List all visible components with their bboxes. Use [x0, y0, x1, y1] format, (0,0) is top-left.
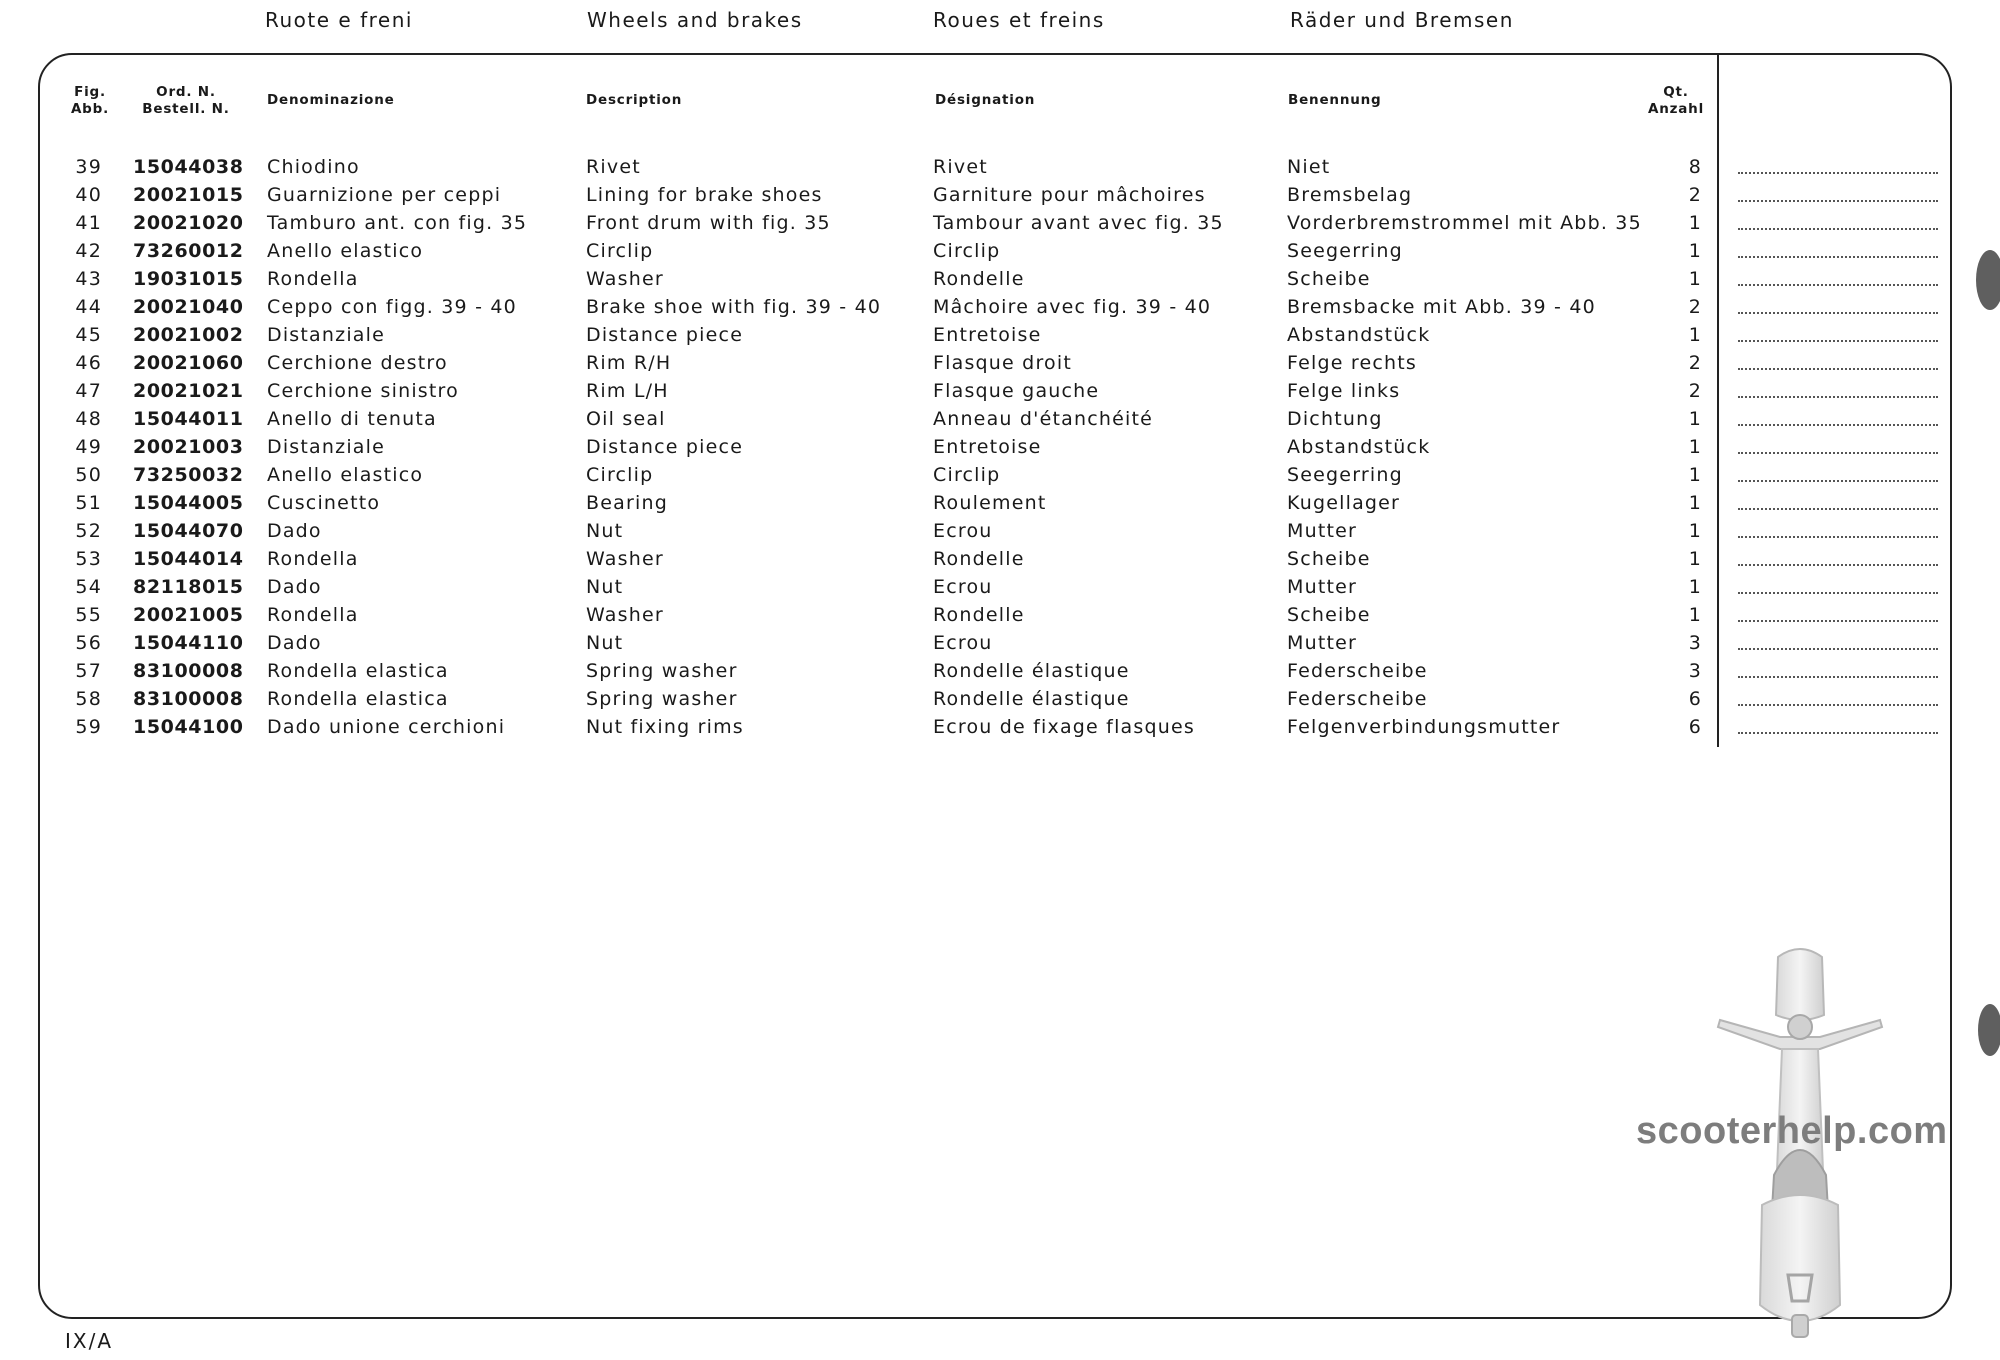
- cell-fig: 48: [75, 408, 102, 430]
- cell-fig: 47: [75, 380, 102, 402]
- cell-it: Tamburo ant. con fig. 35: [267, 212, 528, 234]
- cell-ord: 83100008: [133, 660, 244, 682]
- cell-fig: 53: [75, 548, 102, 570]
- cell-it: Rondella: [267, 268, 359, 290]
- cell-en: Rivet: [586, 156, 641, 178]
- notes-dotted-line: [1738, 620, 1938, 622]
- cell-it: Anello di tenuta: [267, 408, 437, 430]
- notes-dotted-line: [1738, 284, 1938, 286]
- notes-dotted-line: [1738, 480, 1938, 482]
- cell-en: Bearing: [586, 492, 668, 514]
- header-it: Denominazione: [267, 92, 395, 108]
- cell-fig: 56: [75, 632, 102, 654]
- table-row: [0, 240, 2000, 268]
- cell-it: Anello elastico: [267, 240, 424, 262]
- notes-dotted-line: [1738, 424, 1938, 426]
- table-row: [0, 380, 2000, 408]
- cell-fig: 49: [75, 436, 102, 458]
- notes-dotted-line: [1738, 592, 1938, 594]
- cell-fr: Mâchoire avec fig. 39 - 40: [933, 296, 1212, 318]
- header-fig: [62, 84, 118, 118]
- header-qty-line1: Qt.: [1663, 84, 1689, 100]
- cell-qty: 1: [1688, 268, 1702, 290]
- cell-ord: 20021020: [133, 212, 244, 234]
- notes-dotted-line: [1738, 228, 1938, 230]
- section-title-it: Ruote e freni: [265, 8, 413, 32]
- table-row: [0, 268, 2000, 296]
- page-code: IX/A: [65, 1329, 114, 1353]
- cell-ord: 15044005: [133, 492, 244, 514]
- cell-en: Nut fixing rims: [586, 716, 744, 738]
- cell-it: Dado unione cerchioni: [267, 716, 506, 738]
- cell-de: Scheibe: [1287, 548, 1371, 570]
- cell-qty: 1: [1688, 240, 1702, 262]
- notes-dotted-line: [1738, 396, 1938, 398]
- cell-en: Distance piece: [586, 436, 744, 458]
- cell-en: Nut: [586, 632, 624, 654]
- notes-dotted-line: [1738, 172, 1938, 174]
- cell-en: Washer: [586, 548, 664, 570]
- notes-dotted-line: [1738, 508, 1938, 510]
- notes-dotted-line: [1738, 340, 1938, 342]
- cell-en: Rim L/H: [586, 380, 669, 402]
- cell-fig: 59: [75, 716, 102, 738]
- cell-de: Mutter: [1287, 576, 1358, 598]
- cell-fig: 55: [75, 604, 102, 626]
- cell-de: Felge rechts: [1287, 352, 1417, 374]
- cell-de: Bremsbelag: [1287, 184, 1413, 206]
- cell-fr: Rondelle: [933, 268, 1025, 290]
- notes-dotted-line: [1738, 564, 1938, 566]
- cell-it: Dado: [267, 520, 322, 542]
- cell-it: Rondella: [267, 604, 359, 626]
- cell-fr: Roulement: [933, 492, 1047, 514]
- cell-de: Dichtung: [1287, 408, 1383, 430]
- cell-fr: Entretoise: [933, 324, 1042, 346]
- cell-ord: 20021015: [133, 184, 244, 206]
- notes-dotted-line: [1738, 648, 1938, 650]
- cell-fig: 45: [75, 324, 102, 346]
- cell-ord: 15044070: [133, 520, 244, 542]
- cell-ord: 73250032: [133, 464, 244, 486]
- cell-it: Cerchione sinistro: [267, 380, 459, 402]
- header-ord: [136, 84, 236, 118]
- cell-it: Dado: [267, 632, 322, 654]
- cell-ord: 15044038: [133, 156, 244, 178]
- cell-de: Seegerring: [1287, 240, 1403, 262]
- cell-de: Federscheibe: [1287, 660, 1428, 682]
- header-ord-line2: Bestell. N.: [142, 101, 230, 117]
- cell-ord: 15044110: [133, 632, 244, 654]
- section-title-fr: Roues et freins: [933, 8, 1105, 32]
- cell-de: Federscheibe: [1287, 688, 1428, 710]
- cell-fr: Rondelle élastique: [933, 660, 1130, 682]
- cell-fr: Flasque gauche: [933, 380, 1100, 402]
- cell-en: Spring washer: [586, 660, 738, 682]
- header-de: Benennung: [1288, 92, 1382, 108]
- cell-it: Rondella: [267, 548, 359, 570]
- cell-qty: 1: [1688, 520, 1702, 542]
- table-row: [0, 352, 2000, 380]
- cell-it: Anello elastico: [267, 464, 424, 486]
- cell-qty: 1: [1688, 408, 1702, 430]
- cell-qty: 1: [1688, 548, 1702, 570]
- scan-smudge-bottom: [1968, 990, 2000, 1070]
- table-row: [0, 324, 2000, 352]
- cell-qty: 2: [1688, 352, 1702, 374]
- header-ord-line1: Ord. N.: [156, 84, 216, 100]
- cell-de: Felgenverbindungsmutter: [1287, 716, 1561, 738]
- cell-fig: 54: [75, 576, 102, 598]
- table-row: [0, 548, 2000, 576]
- cell-ord: 19031015: [133, 268, 244, 290]
- cell-de: Mutter: [1287, 520, 1358, 542]
- cell-fr: Ecrou: [933, 632, 993, 654]
- cell-qty: 2: [1688, 184, 1702, 206]
- table-row: [0, 688, 2000, 716]
- notes-dotted-line: [1738, 312, 1938, 314]
- cell-fr: Tambour avant avec fig. 35: [933, 212, 1224, 234]
- cell-fig: 39: [75, 156, 102, 178]
- cell-de: Scheibe: [1287, 604, 1371, 626]
- header-fig-line2: Abb.: [70, 101, 110, 117]
- cell-fr: Entretoise: [933, 436, 1042, 458]
- cell-it: Guarnizione per ceppi: [267, 184, 502, 206]
- cell-en: Brake shoe with fig. 39 - 40: [586, 296, 882, 318]
- table-row: [0, 464, 2000, 492]
- table-row: [0, 436, 2000, 464]
- cell-it: Distanziale: [267, 324, 386, 346]
- table-row: [0, 212, 2000, 240]
- cell-qty: 1: [1688, 492, 1702, 514]
- cell-qty: 6: [1688, 716, 1702, 738]
- cell-fr: Garniture pour mâchoires: [933, 184, 1206, 206]
- cell-en: Front drum with fig. 35: [586, 212, 831, 234]
- cell-en: Oil seal: [586, 408, 666, 430]
- cell-fr: Rondelle: [933, 548, 1025, 570]
- header-qty: [1640, 84, 1712, 118]
- cell-it: Dado: [267, 576, 322, 598]
- cell-qty: 1: [1688, 212, 1702, 234]
- cell-de: Bremsbacke mit Abb. 39 - 40: [1287, 296, 1596, 318]
- cell-it: Ceppo con figg. 39 - 40: [267, 296, 517, 318]
- cell-fig: 46: [75, 352, 102, 374]
- cell-de: Abstandstück: [1287, 324, 1431, 346]
- cell-qty: 1: [1688, 464, 1702, 486]
- cell-en: Nut: [586, 520, 624, 542]
- cell-qty: 1: [1688, 436, 1702, 458]
- cell-qty: 6: [1688, 688, 1702, 710]
- scan-smudge-top: [1968, 240, 2000, 320]
- cell-fr: Ecrou: [933, 520, 993, 542]
- cell-it: Chiodino: [267, 156, 360, 178]
- cell-fig: 51: [75, 492, 102, 514]
- notes-dotted-line: [1738, 704, 1938, 706]
- table-row: [0, 296, 2000, 324]
- cell-it: Cuscinetto: [267, 492, 381, 514]
- cell-en: Rim R/H: [586, 352, 672, 374]
- notes-dotted-line: [1738, 452, 1938, 454]
- cell-ord: 15044011: [133, 408, 244, 430]
- table-row: [0, 716, 2000, 744]
- cell-fr: Anneau d'étanchéité: [933, 408, 1153, 430]
- cell-de: Seegerring: [1287, 464, 1403, 486]
- cell-de: Niet: [1287, 156, 1331, 178]
- cell-qty: 1: [1688, 576, 1702, 598]
- cell-fig: 52: [75, 520, 102, 542]
- cell-ord: 20021002: [133, 324, 244, 346]
- cell-en: Distance piece: [586, 324, 744, 346]
- cell-en: Nut: [586, 576, 624, 598]
- header-fig-line1: Fig.: [74, 84, 106, 100]
- notes-dotted-line: [1738, 676, 1938, 678]
- cell-ord: 20021003: [133, 436, 244, 458]
- cell-fig: 44: [75, 296, 102, 318]
- cell-fr: Ecrou de fixage flasques: [933, 716, 1195, 738]
- header-en: Description: [586, 92, 683, 108]
- cell-en: Circlip: [586, 464, 654, 486]
- cell-de: Scheibe: [1287, 268, 1371, 290]
- cell-fig: 40: [75, 184, 102, 206]
- cell-qty: 8: [1688, 156, 1702, 178]
- watermark: scooterhelp.com: [1636, 1110, 1948, 1152]
- cell-fr: Circlip: [933, 464, 1001, 486]
- cell-it: Rondella elastica: [267, 688, 449, 710]
- cell-fr: Ecrou: [933, 576, 993, 598]
- cell-it: Rondella elastica: [267, 660, 449, 682]
- cell-en: Washer: [586, 268, 664, 290]
- table-row: [0, 408, 2000, 436]
- cell-it: Distanziale: [267, 436, 386, 458]
- cell-it: Cerchione destro: [267, 352, 448, 374]
- notes-dotted-line: [1738, 200, 1938, 202]
- header-fr: Désignation: [935, 92, 1036, 108]
- cell-de: Mutter: [1287, 632, 1358, 654]
- cell-qty: 3: [1688, 632, 1702, 654]
- table-row: [0, 660, 2000, 688]
- notes-dotted-line: [1738, 256, 1938, 258]
- cell-qty: 2: [1688, 296, 1702, 318]
- section-title-de: Räder und Bremsen: [1290, 8, 1514, 32]
- cell-fig: 43: [75, 268, 102, 290]
- table-row: [0, 576, 2000, 604]
- cell-ord: 15044100: [133, 716, 244, 738]
- cell-en: Circlip: [586, 240, 654, 262]
- cell-fig: 50: [75, 464, 102, 486]
- cell-en: Washer: [586, 604, 664, 626]
- cell-fr: Flasque droit: [933, 352, 1072, 374]
- cell-ord: 15044014: [133, 548, 244, 570]
- header-qty-line2: Anzahl: [1647, 101, 1705, 117]
- notes-dotted-line: [1738, 732, 1938, 734]
- notes-dotted-line: [1738, 368, 1938, 370]
- notes-dotted-line: [1738, 536, 1938, 538]
- cell-ord: 20021005: [133, 604, 244, 626]
- cell-fr: Rivet: [933, 156, 988, 178]
- cell-ord: 73260012: [133, 240, 244, 262]
- table-row: [0, 632, 2000, 660]
- cell-ord: 83100008: [133, 688, 244, 710]
- cell-fr: Rondelle: [933, 604, 1025, 626]
- cell-fr: Rondelle élastique: [933, 688, 1130, 710]
- cell-fig: 58: [75, 688, 102, 710]
- table-row: [0, 492, 2000, 520]
- cell-ord: 20021040: [133, 296, 244, 318]
- cell-fr: Circlip: [933, 240, 1001, 262]
- cell-en: Spring washer: [586, 688, 738, 710]
- cell-qty: 1: [1688, 324, 1702, 346]
- cell-ord: 20021060: [133, 352, 244, 374]
- cell-de: Felge links: [1287, 380, 1401, 402]
- table-row: [0, 604, 2000, 632]
- table-row: [0, 184, 2000, 212]
- cell-qty: 2: [1688, 380, 1702, 402]
- cell-fig: 42: [75, 240, 102, 262]
- cell-en: Lining for brake shoes: [586, 184, 823, 206]
- cell-qty: 1: [1688, 604, 1702, 626]
- cell-de: Kugellager: [1287, 492, 1401, 514]
- cell-de: Abstandstück: [1287, 436, 1431, 458]
- cell-qty: 3: [1688, 660, 1702, 682]
- cell-de: Vorderbremstrommel mit Abb. 35: [1287, 212, 1642, 234]
- cell-ord: 20021021: [133, 380, 244, 402]
- section-title-en: Wheels and brakes: [587, 8, 803, 32]
- cell-fig: 57: [75, 660, 102, 682]
- cell-fig: 41: [75, 212, 102, 234]
- table-row: [0, 520, 2000, 548]
- cell-ord: 82118015: [133, 576, 244, 598]
- table-row: [0, 156, 2000, 184]
